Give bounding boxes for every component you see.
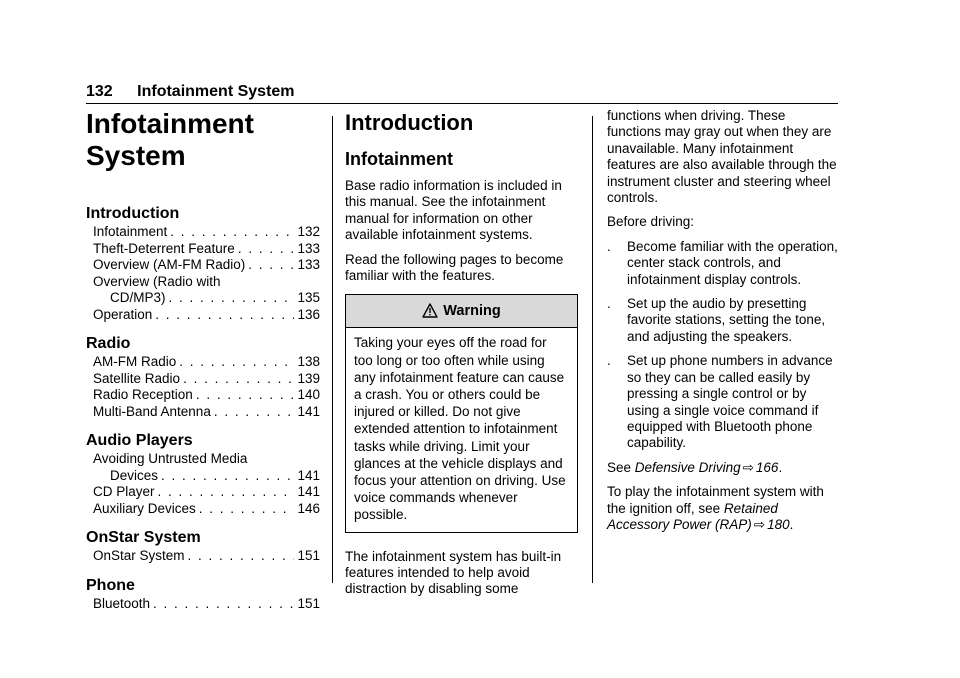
toc-entry[interactable]: CD Player . . . 141: [86, 484, 320, 501]
toc-section-introduction: [86, 204, 320, 323]
toc-entry[interactable]: Satellite Radio . . . 139: [86, 371, 320, 388]
toc-entry[interactable]: Bluetooth . . . 151: [86, 596, 320, 613]
warning-triangle-icon: [422, 298, 438, 330]
toc-entry[interactable]: Auxiliary Devices . . . 146: [86, 501, 320, 518]
toc-entry[interactable]: Devices . . . 141: [86, 468, 320, 485]
warning-title: Warning: [443, 303, 501, 320]
toc-entry[interactable]: OnStar System . . . 151: [86, 548, 320, 565]
body-paragraph: functions when driving. These functions may gray out when they are unavailable. Many infotainment features are also available through the instrument cluster and steering wheel controls.: [607, 108, 837, 206]
toc-entry[interactable]: CD/MP3) . . . 135: [86, 290, 320, 307]
chapter-title: Infotainment System: [86, 108, 254, 171]
toc-entry[interactable]: AM-FM Radio . . . 138: [86, 354, 320, 371]
toc-section-heading: Phone: [86, 576, 135, 594]
toc-section-heading: OnStar System: [86, 529, 201, 546]
warning-text: Taking your eyes off the road for too long or too often while using any infotainment feature can cause a crash. You or others could be injured or killed. Do not give extended attention to infotainment tasks while driving. Limit your glances at the vehicle displays and focus your attention on driving. Use voice commands whenever possible.: [354, 335, 566, 523]
reference-link[interactable]: Retained Accessory Power (RAP): [607, 500, 778, 532]
toc-section-heading: Radio: [86, 335, 131, 352]
subsection-heading: Infotainment: [345, 149, 453, 169]
toc-section-heading: Audio Players: [86, 432, 193, 449]
before-driving-label: Before driving:: [607, 214, 695, 230]
body-paragraph: Read the following pages to become familiar with the features.: [345, 251, 564, 284]
arrow-right-icon: ⇨: [742, 459, 754, 475]
play-reference: To play the infotainment system with the ignition off, see Retained Accessory Power (RAP) ⇨ 180.: [607, 484, 824, 532]
toc-entry[interactable]: Radio Reception . . . 140: [86, 387, 320, 404]
continued-column: [607, 108, 841, 541]
running-header-title: Infotainment System: [137, 83, 295, 100]
body-paragraph: The infotainment system has built-in features intended to help avoid distraction by disabling some: [345, 548, 562, 597]
toc-entry[interactable]: Theft-Deterrent Feature . . . 133: [86, 241, 320, 258]
page-number: 132: [86, 83, 113, 100]
warning-header: [346, 295, 577, 328]
header-rule: [86, 103, 838, 104]
bullet-mark: .: [607, 238, 611, 254]
reference-page[interactable]: 180: [767, 516, 790, 532]
toc-entry[interactable]: Overview (AM-FM Radio) . . . 133: [86, 257, 320, 274]
toc-entry[interactable]: Infotainment . . . 132: [86, 224, 320, 241]
warning-box: [345, 294, 578, 532]
running-header: [86, 83, 295, 101]
see-reference: See Defensive Driving ⇨ 166.: [607, 459, 783, 475]
toc-column: [86, 108, 320, 623]
toc-section-heading: Introduction: [86, 205, 180, 222]
toc-entry-line1[interactable]: Avoiding Untrusted Media: [93, 451, 248, 466]
toc-section-phone: [86, 576, 320, 613]
toc-section-audio-players: [86, 431, 320, 517]
toc-entry[interactable]: Multi-Band Antenna . . . 141: [86, 404, 320, 421]
list-item: . Become familiar with the operation, center stack controls, and infotainment display controls.: [607, 238, 838, 287]
toc-entry[interactable]: Operation . . . 136: [86, 307, 320, 324]
list-item: . Set up phone numbers in advance so they can be called easily by pressing a single control or by using a single voice command if equipped with Bluetooth phone capability.: [607, 353, 833, 451]
body-paragraph: Base radio information is included in this manual. See the infotainment manual for information on other available infotainment systems.: [345, 178, 562, 243]
column-divider-left: [332, 116, 333, 583]
column-divider-right: [592, 116, 593, 583]
toc-section-onstar: [86, 528, 320, 565]
toc-entry-line1[interactable]: Overview (Radio with: [93, 273, 221, 289]
toc-section-radio: [86, 334, 320, 420]
intro-column: [345, 108, 578, 606]
arrow-right-icon: ⇨: [753, 516, 766, 532]
reference-link[interactable]: Defensive Driving: [634, 459, 741, 475]
bullet-mark: .: [607, 296, 611, 312]
bullet-mark: .: [607, 353, 611, 369]
list-item: . Set up the audio by presetting favorite stations, setting the tone, and adjusting the speakers.: [607, 296, 826, 344]
section-heading: Introduction: [345, 110, 474, 135]
reference-page[interactable]: 166: [755, 459, 779, 475]
